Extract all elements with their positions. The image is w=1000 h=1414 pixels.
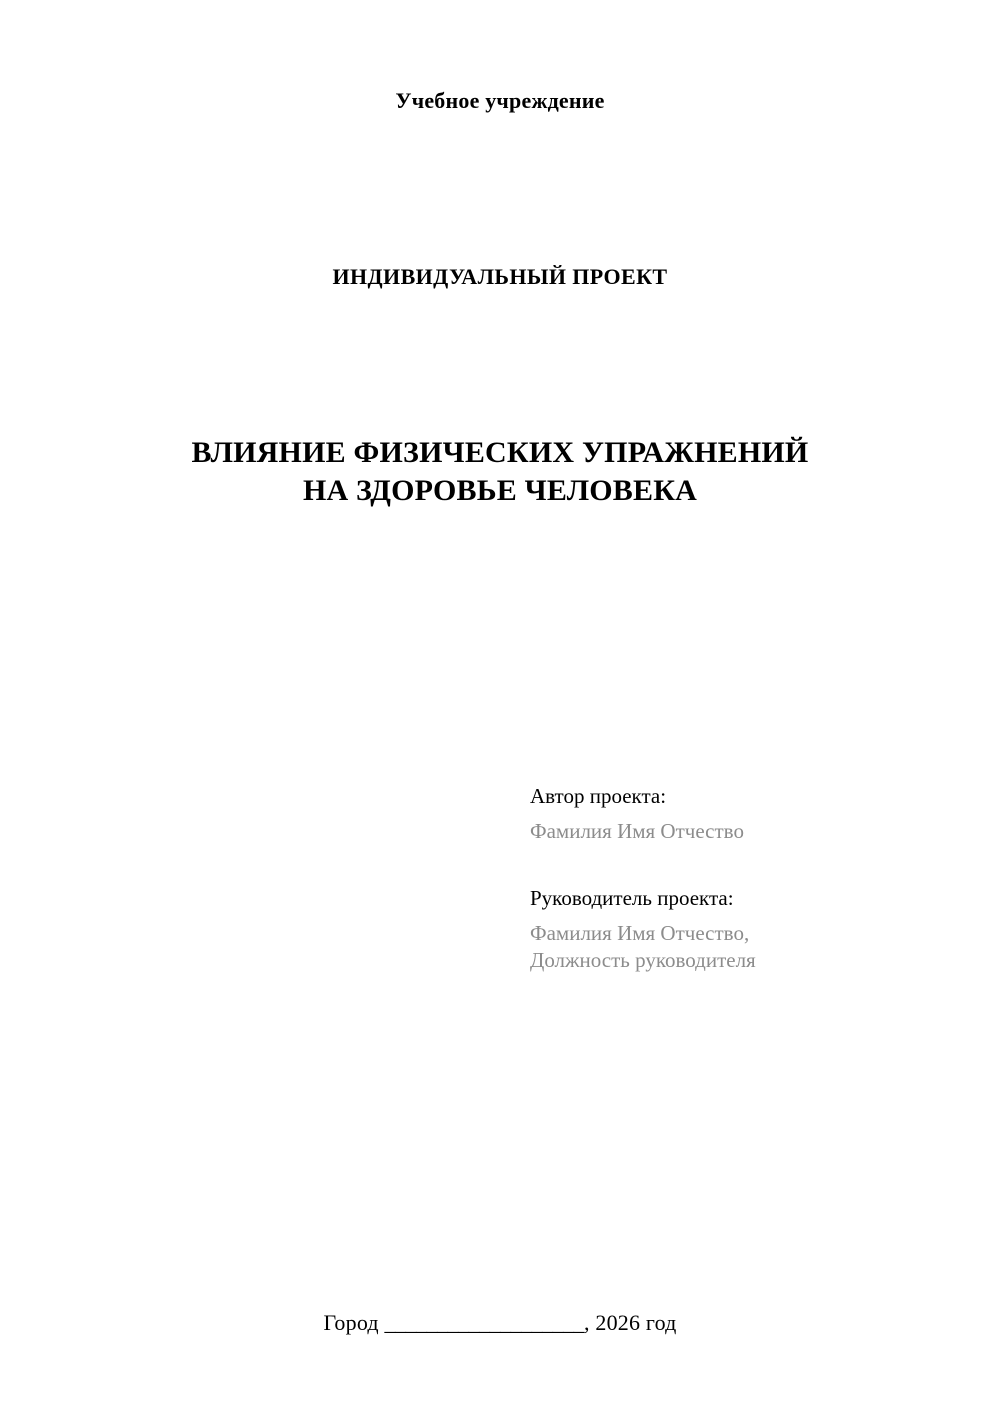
supervisor-name-placeholder: Фамилия Имя Отчество, — [530, 921, 750, 945]
institution-name: Учебное учреждение — [395, 88, 605, 113]
city-blank-field: ___________________ — [384, 1310, 584, 1335]
supervisor-label: Руководитель проекта: — [530, 886, 734, 910]
footer-year: , 2026 год — [584, 1310, 677, 1335]
credits-block — [530, 786, 930, 977]
footer-line — [0, 1310, 1000, 1336]
project-type-heading: ИНДИВИДУАЛЬНЫЙ ПРОЕКТ — [332, 264, 668, 289]
page-title: ВЛИЯНИЕ ФИЗИЧЕСКИХ УПРАЖНЕНИЙ НА ЗДОРОВЬЕ ЧЕЛОВЕКА — [191, 436, 809, 508]
author-group — [530, 786, 930, 842]
author-label: Автор проекта: — [530, 784, 667, 808]
supervisor-group — [530, 888, 930, 971]
author-name-placeholder: Фамилия Имя Отчество — [530, 819, 744, 843]
supervisor-position-placeholder: Должность руководителя — [530, 948, 756, 972]
city-label: Город — [323, 1310, 379, 1335]
